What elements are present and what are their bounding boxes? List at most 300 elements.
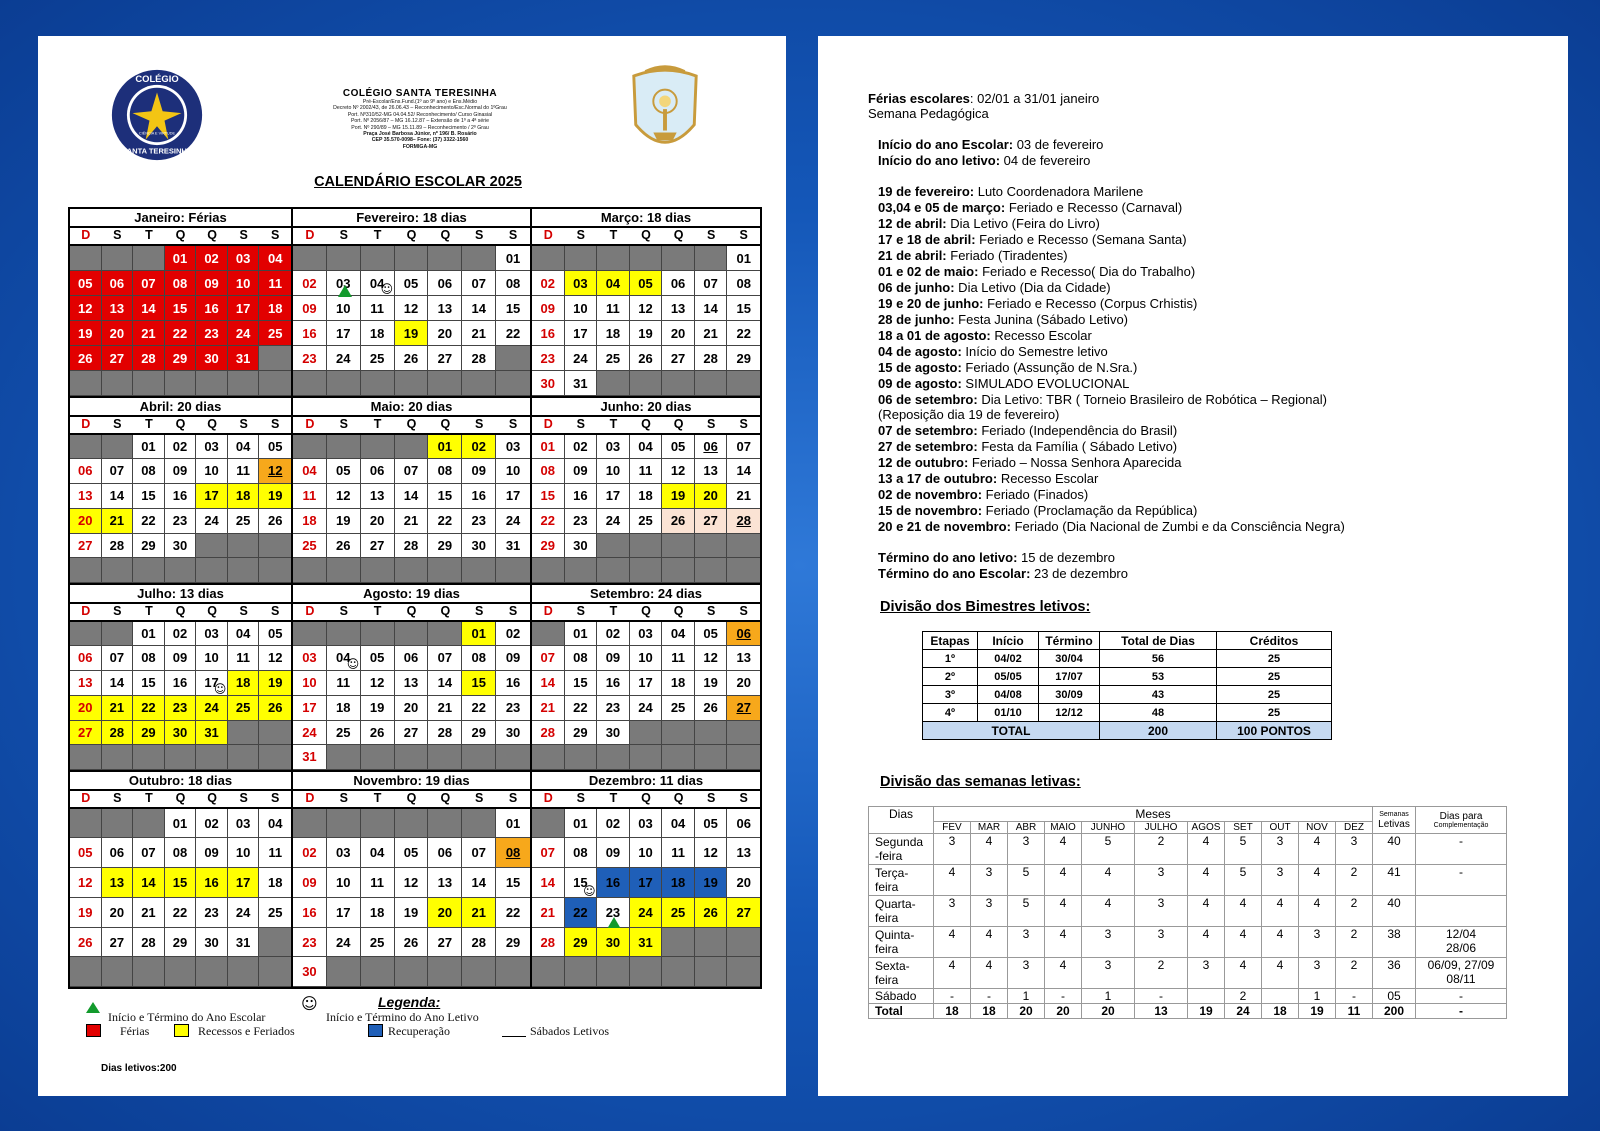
empty-day-cell [327, 371, 361, 396]
event-line: 17 e 18 de abril: Feriado e Recesso (Semana Santa) [878, 232, 1187, 247]
month-block [532, 585, 760, 770]
weekday-header: D [543, 791, 553, 805]
day-cell: 27 [395, 721, 429, 746]
month-header: OUT [1262, 822, 1299, 834]
day-cell: 18 [597, 321, 630, 346]
day-cell: 13 [428, 296, 462, 321]
day-cell: 23 [196, 321, 228, 346]
empty-day-cell [102, 246, 134, 271]
day-cell: 23 [196, 898, 228, 928]
day-cell: 03 [196, 622, 228, 647]
table-cell: 25 [1217, 686, 1332, 704]
empty-day-cell [727, 957, 760, 987]
day-cell: 23 [565, 509, 598, 534]
empty-day-cell [695, 246, 728, 271]
day-cell: 04 [259, 809, 291, 839]
day-cell: 20 [662, 321, 695, 346]
empty-day-cell [361, 435, 395, 460]
day-cell: 02 [462, 435, 496, 460]
empty-day-cell [462, 745, 496, 770]
day-cell: 05 [361, 646, 395, 671]
table-cell: 5 [1225, 834, 1262, 865]
day-cell: 12 [395, 868, 429, 898]
empty-day-cell [102, 745, 134, 770]
day-cell: 23 [165, 696, 197, 721]
table-cell: 4 [1262, 896, 1299, 927]
weekday-header: Q [207, 228, 217, 242]
semanas-cell: 38 [1373, 927, 1416, 958]
day-cell: 20 [727, 671, 760, 696]
day-cell: 23 [532, 346, 565, 371]
day-cell: 11 [361, 296, 395, 321]
empty-day-cell [630, 721, 663, 746]
day-cell: 03 [327, 838, 361, 868]
weekday-header: S [475, 791, 484, 805]
table-cell: 4 [1299, 834, 1336, 865]
recuperacao-swatch-icon [368, 1024, 383, 1037]
table-cell: 2 [1336, 958, 1373, 989]
weekday-header: D [543, 604, 553, 618]
weekday-header: Q [406, 228, 417, 242]
sabado-underline-icon [502, 1036, 526, 1037]
day-cell: 08 [496, 271, 530, 296]
weekday-header: S [706, 228, 716, 242]
complementacao-cell: 06/09, 27/09 08/11 [1416, 958, 1507, 989]
legend-recuperacao: Recuperação [388, 1024, 450, 1038]
weekday-header: Q [207, 417, 217, 431]
day-cell: 28 [133, 346, 165, 371]
table-cell: 4 [1082, 896, 1135, 927]
table-cell: 3 [1008, 927, 1045, 958]
empty-day-cell [662, 558, 695, 583]
day-cell: 27 [102, 928, 134, 958]
day-cell: 02 [293, 271, 327, 296]
day-cell: 31 [630, 928, 663, 958]
empty-day-cell [196, 558, 228, 583]
month-header: NOV [1299, 822, 1336, 834]
weekday-header: S [239, 228, 248, 242]
month-block [532, 209, 760, 396]
weekday-header: S [339, 604, 348, 618]
day-cell: 05 [259, 622, 291, 647]
day-cell: 25 [327, 721, 361, 746]
empty-day-cell [133, 745, 165, 770]
table-cell: 3 [971, 865, 1008, 896]
weekday-header: S [239, 417, 248, 431]
svg-text:CIÊNCIA E VIRTUDE: CIÊNCIA E VIRTUDE [139, 131, 175, 136]
day-cell: 22 [133, 696, 165, 721]
weekday-header: Q [406, 417, 417, 431]
table-row [923, 650, 1332, 668]
empty-day-cell [70, 435, 102, 460]
empty-day-cell [727, 534, 760, 559]
empty-day-cell [133, 558, 165, 583]
day-cell: 20 [428, 321, 462, 346]
meses-header: Meses [934, 807, 1373, 822]
day-cell: 07 [532, 838, 565, 868]
empty-day-cell [259, 371, 291, 396]
day-cell: 02 [196, 246, 228, 271]
day-cell: 26 [70, 346, 102, 371]
day-cell: 16 [462, 484, 496, 509]
empty-day-cell [395, 246, 429, 271]
day-cell: 04 [293, 459, 327, 484]
weekday-header: Q [440, 604, 451, 618]
table-cell: 18 [934, 1004, 971, 1019]
day-cell: 14 [133, 868, 165, 898]
day-cell: 20 [727, 868, 760, 898]
day-cell: 29 [565, 721, 598, 746]
table-cell: 4 [934, 865, 971, 896]
day-cell: 14 [102, 671, 134, 696]
day-label: Sábado [869, 989, 934, 1004]
day-cell: 19 [361, 696, 395, 721]
day-cell: 29 [462, 721, 496, 746]
day-cell: 22 [165, 898, 197, 928]
table-cell: 4 [1299, 865, 1336, 896]
day-cell: 01 [532, 435, 565, 460]
empty-day-cell [565, 558, 598, 583]
empty-day-cell [428, 558, 462, 583]
weekday-header: S [113, 417, 122, 431]
day-cell: 09 [293, 868, 327, 898]
day-cell: 07 [462, 271, 496, 296]
day-cell: 28 [695, 346, 728, 371]
table-cell: - [1045, 989, 1082, 1004]
event-line: 19 e 20 de junho: Feriado e Recesso (Corpus Crhistis) [878, 296, 1198, 311]
table-cell: 3 [1082, 958, 1135, 989]
day-cell: 19 [662, 484, 695, 509]
day-cell: 31 [228, 928, 260, 958]
table-cell: 19 [1188, 1004, 1225, 1019]
calendar-grid [68, 207, 762, 989]
month-title: Maio: 20 dias [370, 399, 453, 414]
table-cell [1262, 989, 1299, 1004]
empty-day-cell [630, 371, 663, 396]
empty-day-cell [428, 246, 462, 271]
day-cell: 13 [102, 296, 134, 321]
empty-day-cell [259, 346, 291, 371]
empty-day-cell [70, 371, 102, 396]
total-label: TOTAL [923, 722, 1100, 740]
day-cell: 15 [532, 484, 565, 509]
event-line: 21 de abril: Feriado (Tiradentes) [878, 248, 1068, 263]
day-cell: 26 [695, 898, 728, 928]
event-line: 19 de fevereiro: Luto Coordenadora Marilene [878, 184, 1144, 199]
weekday-header: S [576, 417, 586, 431]
table-cell: 3 [1262, 834, 1299, 865]
month-header: AGOS [1188, 822, 1225, 834]
event-line: Início do ano letivo: 04 de fevereiro [878, 153, 1091, 168]
day-cell: 04 [662, 622, 695, 647]
weekday-header: Q [673, 604, 684, 618]
empty-day-cell [259, 534, 291, 559]
col-header: Término [1039, 632, 1100, 650]
day-cell: 09 [597, 838, 630, 868]
empty-day-cell [70, 558, 102, 583]
day-cell: 26 [327, 534, 361, 559]
empty-day-cell [496, 957, 530, 987]
day-cell: 16 [196, 296, 228, 321]
day-cell: 01 [565, 809, 598, 839]
empty-day-cell [597, 534, 630, 559]
day-cell: 15 [496, 296, 530, 321]
empty-day-cell [496, 371, 530, 396]
day-cell: 09 [165, 646, 197, 671]
event-line: 06 de junho: Dia Letivo (Dia da Cidade) [878, 280, 1111, 295]
day-cell: 11 [228, 646, 260, 671]
day-cell: 11 [259, 838, 291, 868]
total-points: 100 PONTOS [1217, 722, 1332, 740]
weekday-header: D [305, 791, 315, 805]
table-cell: 4 [1045, 896, 1082, 927]
empty-day-cell [228, 957, 260, 987]
day-cell: 03 [228, 246, 260, 271]
event-line: 15 de agosto: Feriado (Assunção de N.Sra.) [878, 360, 1138, 375]
weekday-header: T [145, 791, 153, 805]
day-cell: 27 [428, 928, 462, 958]
semanas-cell: 36 [1373, 958, 1416, 989]
day-cell: 04 [361, 271, 395, 296]
day-cell: 08 [165, 271, 197, 296]
weekday-header: S [475, 604, 484, 618]
day-cell: 17 [228, 868, 260, 898]
empty-day-cell [695, 957, 728, 987]
table-cell: 18 [971, 1004, 1008, 1019]
table-cell: 30/04 [1039, 650, 1100, 668]
weekday-header: T [373, 604, 382, 618]
empty-day-cell [70, 957, 102, 987]
empty-day-cell [727, 721, 760, 746]
empty-day-cell [462, 558, 496, 583]
table-cell: 3º [923, 686, 978, 704]
day-cell: 19 [70, 898, 102, 928]
day-cell: 13 [70, 671, 102, 696]
weekday-header: Q [175, 791, 186, 805]
legend-title: Legenda: [378, 994, 441, 1010]
legend-ferias: Férias [120, 1024, 150, 1038]
empty-day-cell [630, 246, 663, 271]
empty-day-cell [428, 745, 462, 770]
empty-day-cell [327, 435, 361, 460]
weekday-header: S [739, 417, 748, 431]
day-cell: 15 [496, 868, 530, 898]
day-cell: 06 [70, 459, 102, 484]
day-cell: 13 [727, 646, 760, 671]
table-cell: 2 [1336, 896, 1373, 927]
month-header: FEV [934, 822, 971, 834]
day-label: Quinta- feira [869, 927, 934, 958]
month-title: Outubro: 18 dias [128, 773, 233, 788]
day-cell: 26 [630, 346, 663, 371]
day-cell: 09 [196, 271, 228, 296]
day-cell: 19 [695, 671, 728, 696]
event-line: 06 de setembro: Dia Letivo: TBR ( Torneio Brasileiro de Robótica – Regional) [878, 392, 1327, 407]
day-cell: 12 [695, 646, 728, 671]
empty-day-cell [662, 957, 695, 987]
day-cell: 03 [630, 622, 663, 647]
table-cell: 30/09 [1039, 686, 1100, 704]
weekday-header: T [373, 417, 382, 431]
complementacao-cell [1416, 896, 1507, 927]
empty-day-cell [361, 246, 395, 271]
table-cell: 1 [1082, 989, 1135, 1004]
day-cell: 26 [662, 509, 695, 534]
table-cell: 4 [971, 834, 1008, 865]
day-cell: 19 [695, 868, 728, 898]
table-row [869, 989, 1507, 1004]
day-cell: 11 [293, 484, 327, 509]
day-cell: 06 [70, 646, 102, 671]
day-cell: 14 [133, 296, 165, 321]
day-cell: 25 [630, 509, 663, 534]
smile-icon: ☺ [346, 657, 360, 671]
day-cell: 29 [532, 534, 565, 559]
table-cell: 3 [1135, 865, 1188, 896]
day-cell: 30 [196, 928, 228, 958]
day-cell: 06 [727, 622, 760, 647]
legend-start-end-school: Início e Término do Ano Escolar [108, 1010, 266, 1024]
day-cell: 20 [395, 696, 429, 721]
day-cell: 12 [395, 296, 429, 321]
day-cell: 29 [133, 721, 165, 746]
table-cell: 4 [1082, 865, 1135, 896]
empty-day-cell [259, 721, 291, 746]
day-cell: 15 [565, 671, 598, 696]
day-cell: 02 [165, 622, 197, 647]
month-header: DEZ [1336, 822, 1373, 834]
event-line: Término do ano letivo: 15 de dezembro [878, 550, 1115, 565]
table-cell: 3 [971, 896, 1008, 927]
month-block [293, 772, 530, 987]
day-cell: 22 [727, 321, 760, 346]
day-cell: 22 [565, 696, 598, 721]
table-cell: 2 [1135, 834, 1188, 865]
day-cell: 03 [597, 435, 630, 460]
empty-day-cell [102, 435, 134, 460]
day-cell: 23 [462, 509, 496, 534]
school-name: COLÉGIO SANTA TERESINHA [342, 88, 498, 99]
day-cell: 02 [597, 809, 630, 839]
day-cell: 24 [196, 509, 228, 534]
day-cell: 12 [695, 838, 728, 868]
day-cell: 17 [196, 671, 228, 696]
empty-day-cell [259, 745, 291, 770]
day-cell: 21 [133, 898, 165, 928]
weekday-header: Q [641, 604, 651, 618]
day-cell: 15 [165, 868, 197, 898]
weekday-header: Q [440, 417, 451, 431]
day-cell: 29 [165, 928, 197, 958]
day-cell: 05 [695, 809, 728, 839]
day-cell: 20 [70, 509, 102, 534]
month-block [70, 772, 291, 987]
day-cell: 28 [102, 721, 134, 746]
day-cell: 14 [695, 296, 728, 321]
day-cell: 23 [293, 928, 327, 958]
semanas-cell: 40 [1373, 896, 1416, 927]
day-cell: 31 [228, 346, 260, 371]
day-cell: 12 [662, 459, 695, 484]
table-row [869, 896, 1507, 927]
empty-day-cell [395, 745, 429, 770]
empty-day-cell [662, 721, 695, 746]
day-cell: 22 [133, 509, 165, 534]
day-cell: 26 [259, 696, 291, 721]
day-cell: 21 [102, 696, 134, 721]
day-cell: 08 [532, 459, 565, 484]
day-cell: 02 [196, 809, 228, 839]
table-row [923, 686, 1332, 704]
total-days: 200 [1100, 722, 1217, 740]
table-cell: 2 [1225, 989, 1262, 1004]
table-cell: 2 [1336, 865, 1373, 896]
event-line: 27 de setembro: Festa da Família ( Sábado Letivo) [878, 439, 1178, 454]
table-cell: - [1336, 989, 1373, 1004]
complementacao-cell: 12/04 28/06 [1416, 927, 1507, 958]
day-cell: 28 [727, 509, 760, 534]
month-title: Dezembro: 11 dias [588, 773, 704, 788]
day-cell: 25 [662, 696, 695, 721]
day-cell: 02 [496, 622, 530, 647]
day-cell: 27 [662, 346, 695, 371]
day-cell: 21 [428, 696, 462, 721]
day-cell: 25 [293, 534, 327, 559]
empty-day-cell [196, 745, 228, 770]
empty-day-cell [532, 558, 565, 583]
weekday-header: S [706, 791, 716, 805]
day-cell: 13 [361, 484, 395, 509]
day-cell: 02 [565, 435, 598, 460]
school-info-line: Pré-Escolar/Ens.Fund.(1º ao 9º ano) e Ens.Médio [362, 99, 478, 105]
table-cell: - [934, 989, 971, 1004]
weekday-header: S [339, 791, 348, 805]
day-cell: 29 [133, 534, 165, 559]
total-semanas: 200 [1373, 1004, 1416, 1019]
table-row [869, 927, 1507, 958]
month-title: Novembro: 19 dias [353, 773, 470, 788]
day-cell: 03 [496, 435, 530, 460]
day-cell: 16 [597, 671, 630, 696]
day-cell: 10 [565, 296, 598, 321]
empty-day-cell [727, 928, 760, 958]
table-cell: 3 [1336, 834, 1373, 865]
day-cell: 21 [532, 696, 565, 721]
table-cell: 4 [1299, 896, 1336, 927]
day-cell: 06 [428, 271, 462, 296]
day-cell: 17 [293, 696, 327, 721]
empty-day-cell [395, 371, 429, 396]
empty-day-cell [133, 371, 165, 396]
weekday-header: T [373, 228, 382, 242]
day-cell: 13 [662, 296, 695, 321]
day-cell: 16 [196, 868, 228, 898]
table-cell: 4 [1225, 896, 1262, 927]
empty-day-cell [496, 558, 530, 583]
month-header: JUNHO [1082, 822, 1135, 834]
legend-sabados: Sábados Letivos [530, 1024, 609, 1038]
day-cell: 09 [165, 459, 197, 484]
day-cell: 13 [395, 671, 429, 696]
empty-day-cell [727, 371, 760, 396]
table-row [869, 958, 1507, 989]
table-cell: 4 [1225, 927, 1262, 958]
month-block [293, 398, 530, 583]
table-cell: 1 [1008, 989, 1045, 1004]
day-cell: 24 [293, 721, 327, 746]
empty-day-cell [695, 745, 728, 770]
day-cell: 28 [462, 346, 496, 371]
